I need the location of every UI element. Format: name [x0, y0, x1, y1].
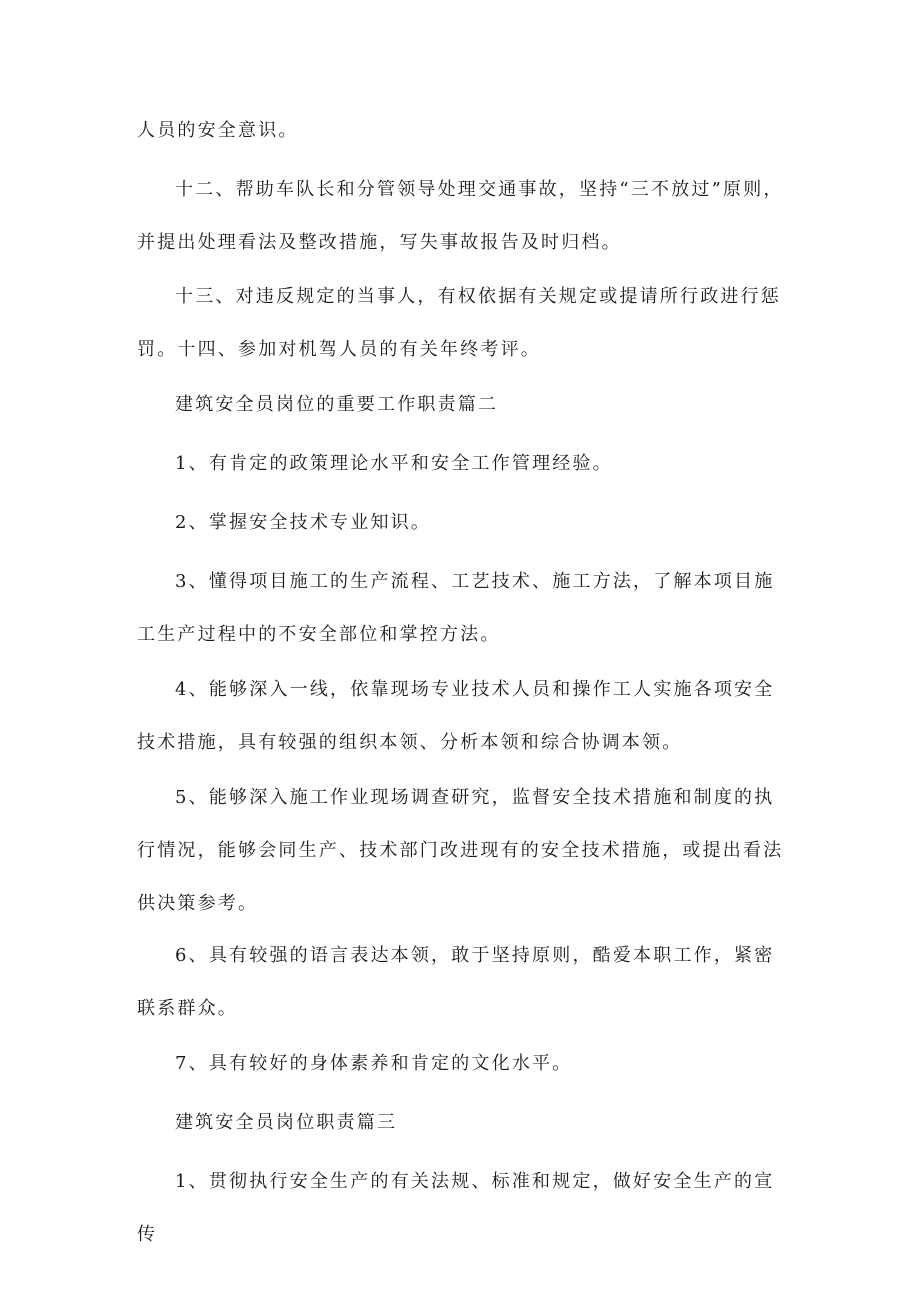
section-heading-3: 建筑安全员岗位职责篇三: [175, 1112, 398, 1133]
list-item-1: 1、有肯定的政策理论水平和安全工作管理经验。: [175, 453, 613, 474]
list-item-7: 7、具有较好的身体素养和肯定的文化水平。: [175, 1053, 573, 1074]
section-heading-2: 建筑安全员岗位的重要工作职责篇二: [175, 394, 499, 415]
list-item-6: 6、具有较强的语言表达本领，敢于坚持原则，酷爱本职工作，紧密联系群众。: [137, 945, 775, 1019]
list-item-2: 2、掌握安全技术专业知识。: [175, 512, 432, 533]
list-item-4: 4、能够深入一线，依靠现场专业技术人员和操作工人实施各项安全技术措施，具有较强的组织本领、分析本领和综合协调本领。: [137, 679, 775, 753]
list-item-3-1: 1、贯彻执行安全生产的有关法规、标准和规定，做好安全生产的宣传: [137, 1171, 775, 1245]
list-item-5: 5、能够深入施工作业现场调查研究，监督安全技术措施和制度的执行情况，能够会同生产、技术部门改进现有的安全技术措施，或提出看法供决策参考。: [137, 787, 784, 914]
paragraph-item-12: 十二、帮助车队长和分管领导处理交通事故，坚持“三不放过”原则，并提出处理看法及整改措施，写失事故报告及时归档。: [137, 179, 784, 253]
paragraph-item-13-14: 十三、对违反规定的当事人，有权依据有关规定或提请所行政进行惩罚。十四、参加对机驾人员的有关年终考评。: [137, 286, 781, 360]
list-item-3: 3、懂得项目施工的生产流程、工艺技术、施工方法，了解本项目施工生产过程中的不安全部位和掌控方法。: [137, 571, 775, 645]
paragraph-continuation: 人员的安全意识。: [137, 120, 299, 141]
